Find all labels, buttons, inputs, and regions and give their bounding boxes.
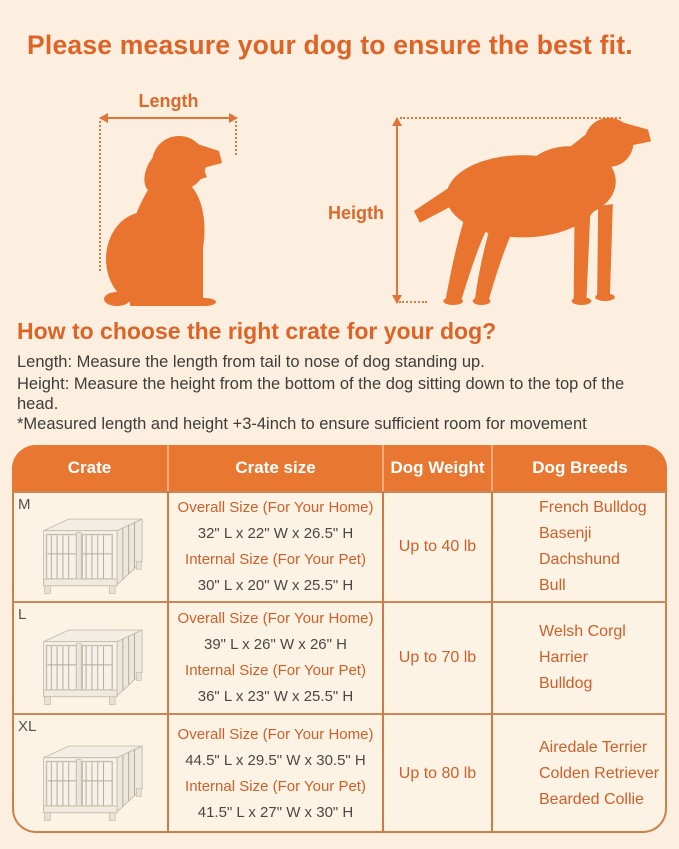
breed-item: Airedale Terrier [539,739,648,756]
dog-weight-cell-xl [382,713,491,833]
column-header-crate-size: Crate size [167,445,382,491]
dog-weight-value: Up to 80 lb [398,765,477,782]
dog-weight-value: Up to 40 lb [398,538,477,555]
crate-image-icon [32,729,148,825]
dog-breeds-cell-l [491,601,667,713]
dog-weight-value: Up to 70 lb [398,649,477,666]
dog-breeds-cell-m [491,491,667,601]
length-measure-arrow-icon [100,117,237,119]
internal-size-label: Internal Size (For Your Pet) [185,778,366,795]
breed-item: Harrier [539,649,588,666]
breed-item: Dachshund [539,551,620,568]
breed-item: Colden Retriever [539,765,660,782]
crate-cell-xl [12,713,167,833]
dog-weight-cell-l [382,601,491,713]
crate-size-table [12,445,667,833]
internal-size-label: Internal Size (For Your Pet) [185,551,366,568]
dog-breeds-cell-xl [491,713,667,833]
sitting-dog-silhouette-icon [104,130,238,306]
crate-cell-m [12,491,167,601]
standing-dog-silhouette-icon [410,113,655,305]
breed-item: French Bulldog [539,499,647,516]
overall-size-value: 32" L x 22" W x 26.5" H [197,525,354,542]
crate-size-cell-m [167,491,382,601]
column-header-crate: Crate [12,445,167,491]
crate-size-cell-xl [167,713,382,833]
overall-size-label: Overall Size (For Your Home) [177,726,374,743]
breed-item: Welsh Corgl [539,623,626,640]
row-size-label: L [18,606,27,623]
overall-size-label: Overall Size (For Your Home) [177,499,374,516]
height-measure-arrow-icon [396,118,398,303]
length-label: Length [138,91,199,111]
breed-item: Basenji [539,525,592,542]
crate-cell-l [12,601,167,713]
internal-size-value: 30" L x 20" W x 25.5" H [197,577,354,594]
measure-note: *Measured length and height +3-4inch to ensure sufficient room for movement [17,415,587,433]
height-instruction: Height: Measure the height from the bottom of the dog sitting down to the top of the head. [17,375,625,413]
overall-size-value: 39" L x 26" W x 26" H [204,636,347,653]
crate-size-cell-l [167,601,382,713]
internal-size-value: 36" L x 23" W x 25.5" H [197,688,354,705]
crate-image-icon [32,613,148,709]
dog-weight-cell-m [382,491,491,601]
height-label: Heigth [328,203,384,223]
column-header-dog-weight: Dog Weight [382,445,491,491]
breed-item: Bearded Collie [539,791,644,808]
length-instruction: Length: Measure the length from tail to nose of dog standing up. [17,353,485,371]
internal-size-value: 41.5" L x 27" W x 30" H [197,804,354,821]
overall-size-label: Overall Size (For Your Home) [177,610,374,627]
column-header-dog-breeds: Dog Breeds [491,445,667,491]
section-heading: How to choose the right crate for your dog? [17,318,497,344]
breed-item: Bulldog [539,675,593,692]
row-size-label: M [18,496,31,513]
overall-size-value: 44.5" L x 29.5" W x 30.5" H [185,752,366,769]
row-size-label: XL [18,718,37,735]
crate-image-icon [32,502,148,598]
breed-item: Bull [539,577,566,594]
internal-size-label: Internal Size (For Your Pet) [185,662,366,679]
page-title: Please measure your dog to ensure the best fit. [27,30,633,60]
length-guide-left-dotted-line [99,121,101,271]
